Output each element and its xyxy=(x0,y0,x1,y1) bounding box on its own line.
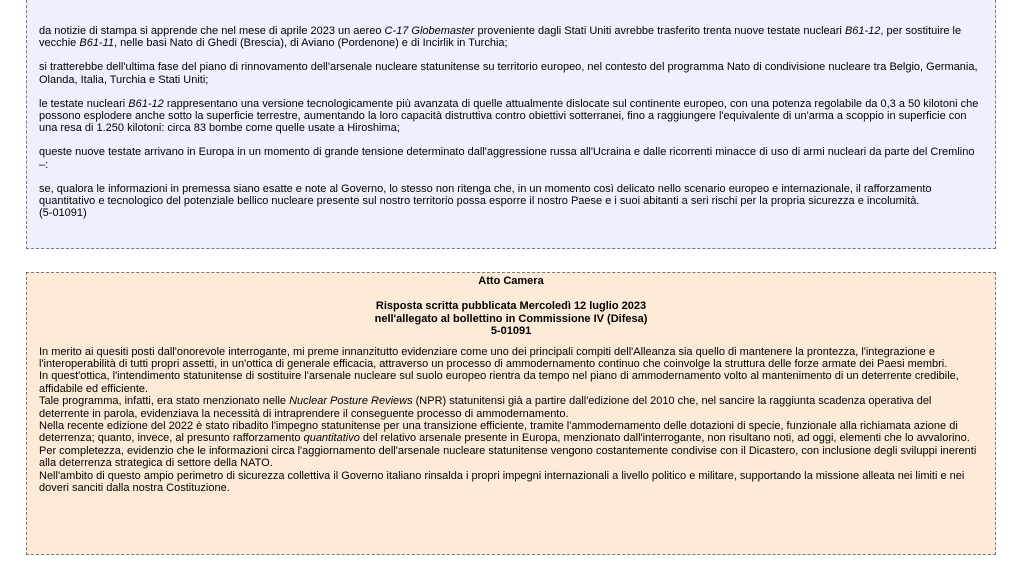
italic-term: B61-12 xyxy=(128,97,164,110)
answer-paragraphs xyxy=(39,346,983,495)
question-box xyxy=(26,0,996,249)
answer-subtitle-line3: 5-01091 xyxy=(490,325,532,338)
italic-term: C-17 Globemaster xyxy=(384,25,475,37)
question-code: (5-01091) xyxy=(39,207,87,220)
text-segment: Nell'ambito di questo ampio perimetro di sicurezza collettiva il Governo italiano rinsalda i propri impegni internazionali a livello politico e militare, supportando la missione alleata nei limiti e nei doveri sanciti dalla nostra Costituzione. xyxy=(39,469,965,495)
text-segment: Per completezza, evidenzio che le informazioni circa l'aggiornamento dell'arsenale nucleare statunitense vengono costantemente condivise con il Dicastero, con inclusione degli sviluppi inerenti alla deterrenza strategica di settore della NATO. xyxy=(39,444,977,470)
paragraph xyxy=(39,395,983,420)
text-segment: , nelle basi Nato di Ghedi (Brescia), di Aviano (Pordenone) e di Incirlik in Turchia; xyxy=(114,37,508,50)
text-segment: Tale programma, infatti, era stato menzionato nelle xyxy=(39,395,290,408)
paragraph xyxy=(39,370,983,395)
text-segment: In quest'ottica, l'intendimento statunitense di sostituire l'arsenale nucleare sul suolo europeo rientra da tempo nel piano di ammodernamento volto al mantenimento di un deterrente credibile, affidabile ed efficiente. xyxy=(39,370,959,395)
answer-title: Atto Camera xyxy=(478,275,544,287)
question-paragraphs xyxy=(39,25,983,207)
paragraph xyxy=(39,445,983,470)
paragraph xyxy=(39,470,983,495)
italic-term: quantitativo xyxy=(303,432,360,445)
text-segment: rappresentano una versione tecnologicamente più avanzata di quelle attualmente dislocate sul continente europeo, con una potenza regolabile da 0,3 a 50 kilotoni che possono esplodere anche sotto la superficie terrestre, aumentando la loro capacità distruttiva contro obiettivi sotterranei, fino a raggiungere l'equivalente di un'arma a scoppio in superficie con una resa di 1.250 kilotoni: circa 83 bombe come quelle usate a Hiroshima; xyxy=(39,97,979,135)
italic-term: Nuclear Posture Reviews xyxy=(289,395,413,408)
text-segment: queste nuove testate arrivano in Europa in un momento di grande tensione determinato dall'aggressione russa all'Ucraina e dalle ricorrenti minacce di uso di armi nucleari da parte del Cremlino –: xyxy=(39,146,975,171)
cutoff-text-line xyxy=(407,0,577,1)
text-segment: se, qualora le informazioni in premessa siano esatte e note al Governo, lo stesso non ritenga che, in un momento così delicato nello scenario europeo e internazionale, il rafforzamento quantitativo e tecnologico del potenziale bellico nucleare presente sul nostro territorio possa esporre il nostro Paese e i suoi abitanti a seri rischi per la propria sicurezza e incolumità. xyxy=(39,182,932,208)
answer-subtitle-line2: nell'allegato al bollettino in Commissione IV (Difesa) xyxy=(374,312,648,325)
paragraph xyxy=(39,61,983,86)
italic-term: B61-11 xyxy=(79,37,115,50)
text-segment: Nella recente edizione del 2022 è stato ribadito l'impegno statunitense per una transizione efficiente, tramite l'ammodernamento delle dotazioni di specie, funzionale alla richiamata azione di deterrenza; quanto, invece, al presunto rafforzamento xyxy=(39,420,958,445)
text-segment: (NPR) statunitensi già a partire dall'edizione del 2010 che, nel sancire la raggiunta scadenza operativa del deterrente in parola, evidenziava la necessità di intraprendere il conseguente processo di ammodernamento. xyxy=(39,395,932,420)
text-segment: si tratterebbe dell'ultima fase del piano di rinnovamento dell'arsenale nucleare statunitense su territorio europeo, nel contesto del programma Nato di condivisione nucleare tra Belgio, Germania, Olanda, Italia, Turchia e Stati Uniti; xyxy=(39,61,978,86)
text-segment: In merito ai quesiti posti dall'onorevole interrogante, mi preme innanzitutto evidenziare come uno dei principali compiti dell'Alleanza sia quello di mantenere la prontezza, l'integrazione e l'interoperabilità di tutti propri assetti, in un'ottica di generale efficacia, attraverso un processo di ammodernamento continuo che coinvolge la struttura delle forze armate dei Paesi membri. xyxy=(39,345,948,371)
text-segment: , per sostituire le vecchie xyxy=(39,25,962,50)
paragraph xyxy=(39,183,983,208)
italic-term: B61-12 xyxy=(844,25,881,37)
paragraph xyxy=(39,420,983,445)
paragraph xyxy=(39,98,983,135)
text-segment: proveniente dagli Stati Uniti avrebbe trasferito trenta nuove testate nucleari xyxy=(474,25,845,37)
text-segment: le testate nucleari xyxy=(39,97,129,110)
answer-subtitle-line1: Risposta scritta pubblicata Mercoledì 12 luglio 2023 xyxy=(375,300,647,313)
answer-box xyxy=(26,272,996,555)
paragraph xyxy=(39,25,983,50)
paragraph xyxy=(39,346,983,371)
text-segment: del relativo arsenale presente in Europa, menzionato dall'interrogante, non risultano noti, ad oggi, elementi che lo avvalorino. xyxy=(359,432,970,445)
text-segment: da notizie di stampa si apprende che nel mese di aprile 2023 un aereo xyxy=(39,25,385,37)
paragraph xyxy=(39,146,983,171)
